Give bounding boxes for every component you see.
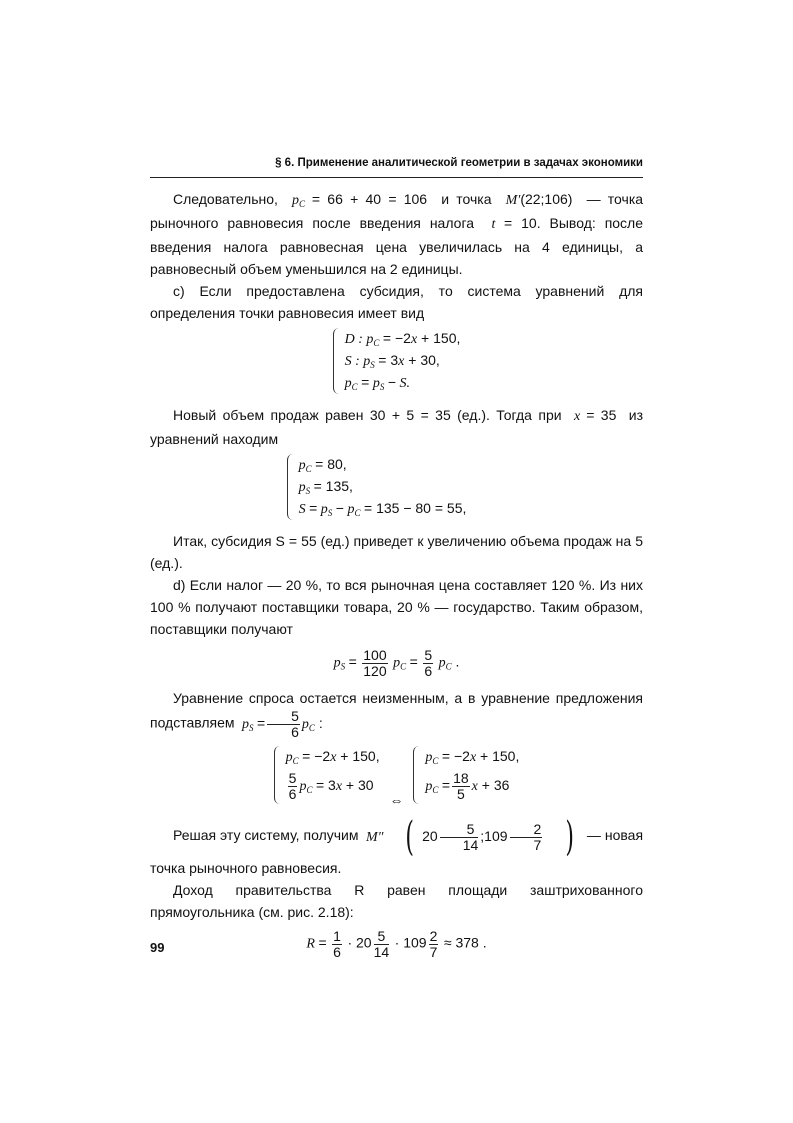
formula-substitution: $p_S$ = $\frac{5}{6}$ $p_C$ :	[238, 708, 323, 740]
text-span: Решая эту систему, получим	[173, 827, 359, 844]
paragraph-demand-unchanged	[150, 687, 643, 740]
system-values	[150, 454, 643, 526]
paragraph-equilibrium-after-tax	[150, 188, 643, 280]
formula-mpoint: M′(22;106)	[498, 191, 573, 208]
paragraph-subsidy-intro: c) Если предоставлена субсидия, то система уравнений для определения точки равновесия имеет вид	[150, 283, 643, 321]
system-row: $p_C$ = $\frac{18}{5}$ x + 36	[425, 770, 510, 803]
system-row: $\frac{5}{6}$ $p_C = 3x + 30$	[288, 770, 374, 803]
running-header: § 6. Применение аналитической геометрии в задачах экономики	[275, 157, 643, 169]
formula-pc: $p_C = 66 + 40 = 106$	[285, 191, 428, 209]
system-row: $S = p_S - p_C = 135 - 80 = 55$,	[298, 500, 467, 518]
formula-x35: x = 35	[567, 407, 617, 424]
paragraph-subsidy-result: Итак, субсидия S = 55 (ед.) приведет к увеличению объема продаж на 5 (ед.).	[150, 533, 643, 571]
text-span: Следовательно,	[173, 191, 278, 207]
formula-tax: t = 10	[483, 215, 537, 232]
system-row: $p_C = -2x + 150$,	[425, 748, 520, 766]
text-span: Уравнение спроса остается неизменным, а в уравнение предложения подставляем	[150, 690, 643, 731]
paragraph-new-volume	[150, 404, 643, 450]
system-row: $p_C = 80$,	[298, 456, 347, 474]
paragraph-tax-20: d) Если налог — 20 %, то вся рыночная цена составляет 120 %. Из них 100 % получают поставщики товара, 20 % — государство. Таким образом, поставщики получают	[150, 577, 643, 637]
text-span: Новый объем продаж равен 30 + 5 = 35 (ед.). Тогда при	[173, 407, 562, 423]
text-span: . Вывод: после введения налога равновесная цена увеличилась на 4 единицы, а равновесный объем уменьшился на 2 единицы.	[150, 215, 644, 277]
system-row: $p_C = -2x + 150$,	[285, 748, 380, 766]
header-rule	[150, 177, 643, 178]
text-span: — новая точка рыночного равновесия.	[150, 827, 644, 877]
equivalence-symbol: ⇔	[389, 792, 404, 809]
text-span: из уравнений находим	[150, 407, 644, 447]
formula-ps: $p_S$ = $\frac{100}{120}$ $p_C$ = $\frac{5}{6}$ $p_C$ .	[333, 647, 460, 679]
system-equivalence	[150, 746, 643, 811]
left-brace	[274, 746, 283, 804]
left-brace	[287, 454, 296, 520]
formula-new-point: M″ ( 20 $\frac{5}{14}$ ;109 $\frac{2}{7}$ )	[362, 814, 575, 861]
text-span: — точка рыночного равновесия после введения налога	[150, 191, 644, 231]
system-subsidy	[150, 328, 643, 400]
system-row: S : $p_S = 3x + 30$,	[344, 352, 440, 370]
paragraph-government-income: Доход правительства R равен площади заштрихованного прямоугольника (см. рис. 2.18):	[150, 882, 643, 921]
paragraph-new-equilibrium	[150, 814, 644, 879]
system-row: $p_C = p_S - S$.	[344, 374, 411, 392]
page-body	[150, 188, 643, 966]
system-row: $p_S = 135$,	[298, 478, 353, 496]
left-brace	[333, 328, 342, 394]
formula-revenue: R = $\frac{1}{6}$ · 20 $\frac{5}{14}$ · 109 $\frac{2}{7}$ ≈ 378 .	[306, 928, 487, 961]
system-row: D : $p_C = -2x + 150$,	[344, 330, 461, 348]
page-number: 99	[150, 940, 165, 955]
left-brace	[413, 746, 422, 804]
text-span: и точка	[441, 191, 492, 207]
